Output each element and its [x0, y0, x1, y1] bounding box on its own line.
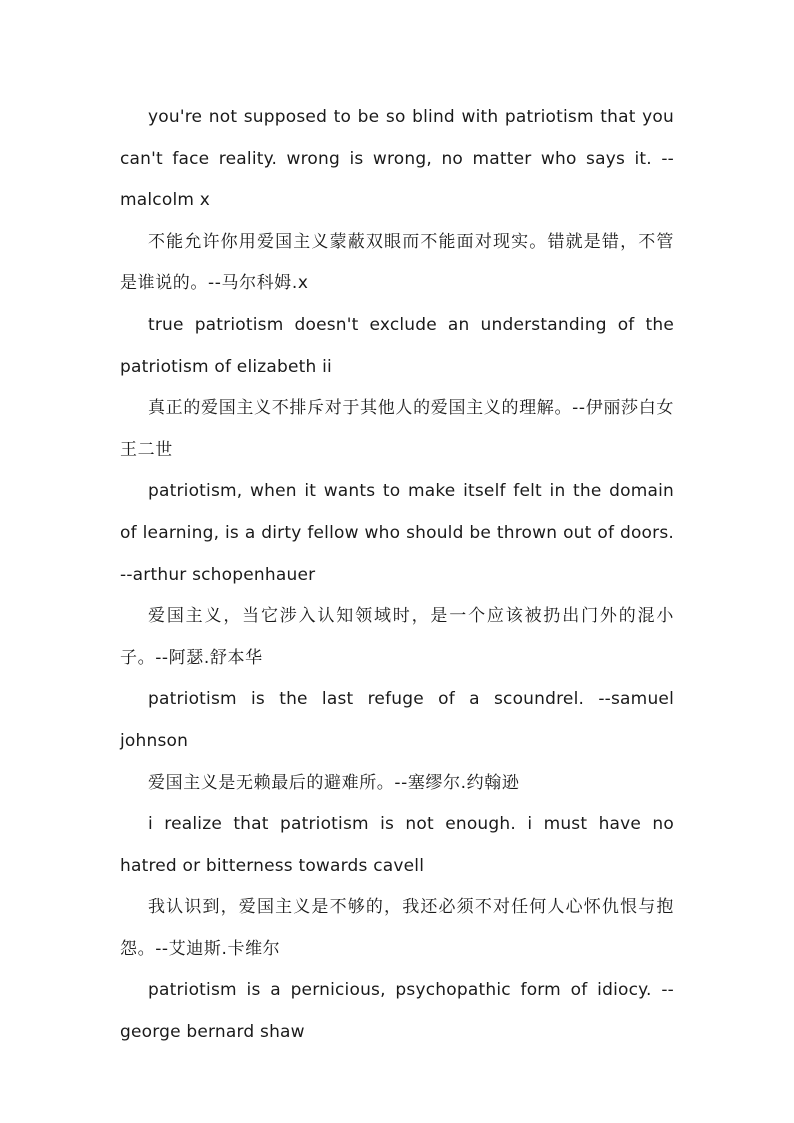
quote-malcolm-x-zh: 不能允许你用爱国主义蒙蔽双眼而不能面对现实。错就是错，不管是谁说的。--马尔科姆.x — [120, 231, 674, 294]
quote-elizabeth-en: true patriotism doesn't exclude an understanding of the patriotism of elizabeth ii — [120, 314, 674, 377]
quote-elizabeth-zh: 真正的爱国主义不排斥对于其他人的爱国主义的理解。--伊丽莎白女王二世 — [120, 398, 674, 460]
quote-shaw-en: patriotism is a pernicious, psychopathic form of idiocy. --george bernard shaw — [120, 980, 674, 1043]
quote-schopenhauer-zh: 爱国主义，当它涉入认知领域时，是一个应该被扔出门外的混小子。--阿瑟.舒本华 — [120, 606, 674, 668]
quote-cavell-en: i realize that patriotism is not enough. i must have no hatred or bitterness towards cavell — [120, 814, 674, 876]
quote-johnson-zh: 爱国主义是无赖最后的避难所。--塞缪尔.约翰逊 — [148, 772, 520, 793]
quote-cavell-zh: 我认识到，爱国主义是不够的，我还必须不对任何人心怀仇恨与抱怨。--艾迪斯.卡维尔 — [120, 897, 674, 959]
quote-malcolm-x-en: you're not supposed to be so blind with patriotism that you can't face reality. wrong is wrong, no matter who says it. --malcolm x — [120, 107, 674, 211]
document-body — [120, 97, 674, 1054]
quote-schopenhauer-en: patriotism, when it wants to make itself felt in the domain of learning, is a dirty fellow who should be thrown out of doors. --arthur schopenhauer — [120, 481, 674, 585]
quote-johnson-en: patriotism is the last refuge of a scoundrel. --samuel johnson — [120, 689, 674, 751]
